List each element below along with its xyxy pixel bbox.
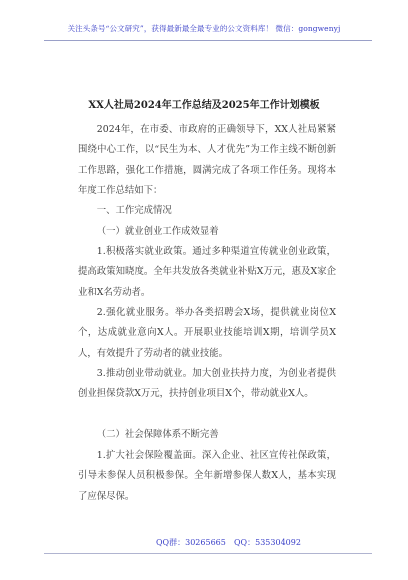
header-divider <box>44 40 372 41</box>
paragraph-intro: 2024年，在市委、市政府的正确领导下，XX人社局紧紧围绕中心工作，以“民生为本、人才优先”为工作主线不断创新工作思路，强化工作措施，圆满完成了各项工作任务。现将本年度工作总结如下： <box>78 124 336 196</box>
qq-group-text: QQ群：30265665 <box>156 538 226 547</box>
subsection-heading-1: （一）就业创业工作成效显着 <box>96 226 219 237</box>
paragraph-item-4: 1.扩大社会保险覆盖面。深入企业、社区宣传社保政策，引导未参保人员积极参保。全年新增参保人数X人，基本实现了应保尽保。 <box>78 450 336 502</box>
header-banner: 关注头条号“公文研究”，获得最新最全最专业的公文资料库！ 微信：gongwenyj <box>67 24 341 33</box>
paragraph-item-3: 3.推动创业带动就业。加大创业扶持力度，为创业者提供创业担保贷款X万元，扶持创业项目X个，带动就业X人。 <box>78 368 336 400</box>
paragraph-item-1: 1.积极落实就业政策。通过多种渠道宣传就业创业政策，提高政策知晓度。全年共发放各类就业补贴X万元，惠及X家企业和X名劳动者。 <box>78 246 336 298</box>
subsection-heading-2: （二）社会保障体系不断完善 <box>96 429 219 440</box>
section-heading-1: 一、工作完成情况 <box>96 205 172 216</box>
document-title: XX人社局2024年工作总结及2025年工作计划模板 <box>88 100 320 111</box>
qq-contact-text: QQ：535304092 <box>234 538 301 547</box>
paragraph-item-2: 2.强化就业服务。举办各类招聘会X场，提供就业岗位X个，达成就业意向X人。开展职业技能培训X期，培训学员X人，有效提升了劳动者的就业技能。 <box>78 307 336 359</box>
footer-divider <box>44 553 372 554</box>
